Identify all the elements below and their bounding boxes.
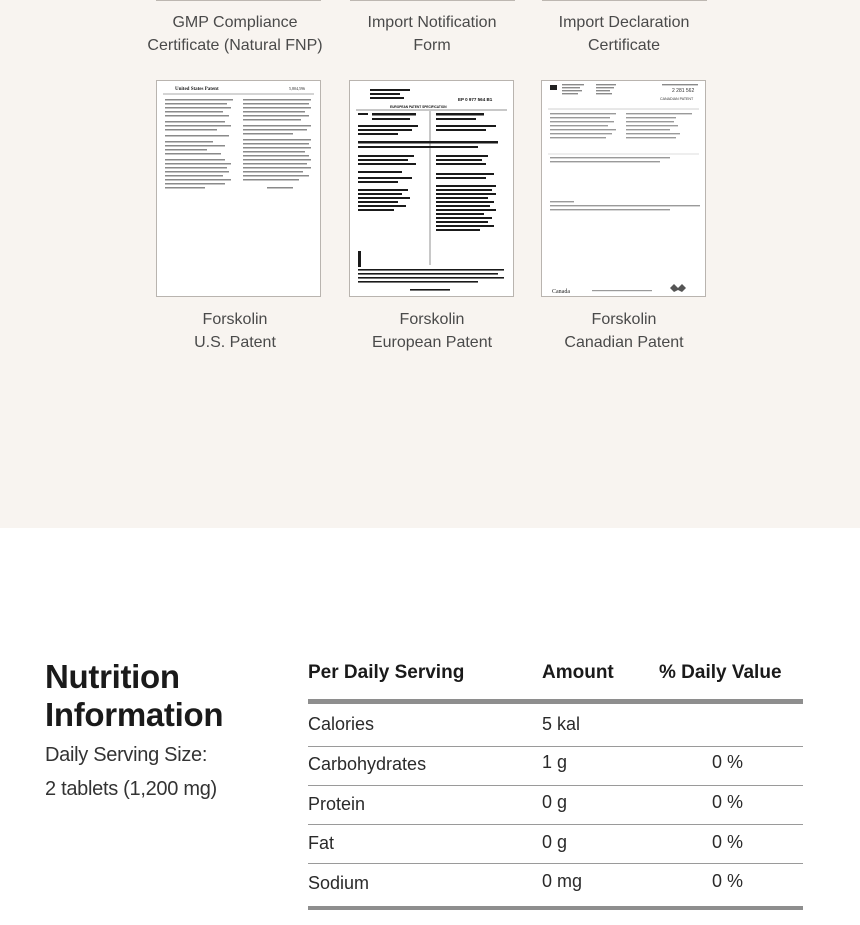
header-per-daily-serving: Per Daily Serving (308, 662, 465, 683)
doc-heading: CANADIAN PATENT (660, 97, 694, 101)
nutrition-section (0, 528, 860, 925)
divider (542, 0, 707, 1)
nutrient-dv: 0 % (712, 792, 744, 812)
nutrient-amount: 0 g (542, 792, 568, 812)
nutrient-dv: 0 % (712, 871, 744, 891)
nutrient-amount: 0 mg (542, 871, 583, 891)
caption-line: Import Notification (367, 14, 497, 31)
cert-caption-canadian-patent (524, 308, 724, 354)
nutrition-title (45, 658, 223, 734)
header-daily-value: % Daily Value (659, 662, 782, 683)
serving-label: Daily Serving Size: (45, 744, 208, 766)
doc-number: 2 281 562 (672, 88, 695, 94)
nutrient-dv: 0 % (712, 832, 744, 852)
divider (350, 0, 515, 1)
doc-number: EP 0 977 564 B1 (458, 97, 493, 102)
nutrient-name: Sodium (308, 873, 370, 893)
us-patent-document[interactable] (156, 80, 321, 297)
caption-line: Forskolin (591, 311, 657, 328)
divider (156, 0, 321, 1)
nutrient-amount: 5 kal (542, 714, 581, 734)
caption-line: Import Declaration (558, 14, 690, 31)
nutrient-name: Protein (308, 794, 366, 814)
maple-leaf-icon (670, 284, 686, 292)
cert-caption-import-notification (332, 11, 532, 57)
nutrient-dv: 0 % (712, 752, 744, 772)
header-amount: Amount (542, 662, 614, 683)
doc-heading: EUROPEAN PATENT SPECIFICATION (390, 105, 447, 109)
row-divider (308, 746, 803, 747)
cert-caption-import-declaration (524, 11, 724, 57)
title-line: Nutrition (45, 658, 180, 695)
european-patent-document[interactable] (349, 80, 514, 297)
caption-line: Form (413, 37, 451, 54)
serving-size (45, 738, 217, 806)
cert-caption-european-patent (332, 308, 532, 354)
caption-line: U.S. Patent (194, 334, 276, 351)
caption-line: Certificate (Natural FNP) (147, 37, 323, 54)
nutrient-amount: 1 g (542, 752, 568, 772)
cert-caption-gmp (135, 11, 335, 57)
caption-line: Canadian Patent (564, 334, 684, 351)
doc-footer: Canada (552, 289, 570, 295)
row-divider (308, 785, 803, 786)
row-divider (308, 824, 803, 825)
serving-value: 2 tablets (1,200 mg) (45, 778, 217, 800)
nutrient-name: Carbohydrates (308, 754, 427, 774)
nutrient-amount: 0 g (542, 832, 568, 852)
caption-line: Forskolin (202, 311, 268, 328)
caption-line: Certificate (587, 37, 661, 54)
row-divider (308, 863, 803, 864)
nutrient-name: Fat (308, 833, 335, 853)
caption-line: Forskolin (399, 311, 465, 328)
caption-line: European Patent (371, 334, 493, 351)
table-bottom-rule (308, 906, 803, 910)
nutrient-name: Calories (308, 714, 375, 734)
canadian-patent-document[interactable] (541, 80, 706, 297)
table-top-rule (308, 699, 803, 704)
title-line: Information (45, 696, 224, 733)
caption-line: GMP Compliance (172, 14, 298, 31)
doc-heading: United States Patent (175, 87, 219, 92)
cert-caption-us-patent (135, 308, 335, 354)
doc-number: 5,804,596 (289, 86, 305, 91)
